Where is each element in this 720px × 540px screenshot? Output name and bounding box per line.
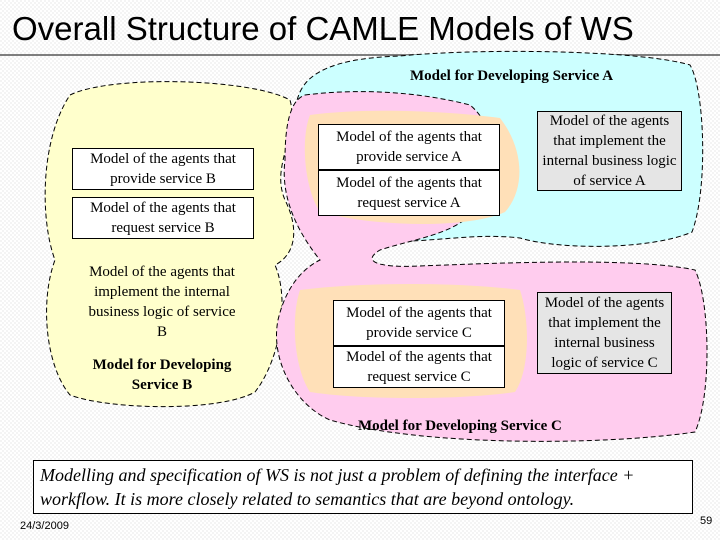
- label-service-c: Model for Developing Service C: [358, 418, 562, 434]
- slide-title: Overall Structure of CAMLE Models of WS: [12, 10, 634, 47]
- label-service-a: Model for Developing Service A: [410, 68, 614, 84]
- box-provide-b: Model of the agents that provide service B: [72, 148, 254, 190]
- text-logic-b: Model of the agents that implement the internal business logic of service B: [88, 264, 236, 340]
- box-request-b: Model of the agents that request service B: [72, 197, 254, 239]
- box-provide-c: Model of the agents that provide service C: [333, 300, 505, 346]
- box-request-a: Model of the agents that request service A: [318, 170, 500, 216]
- box-logic-a: Model of the agents that implement the internal business logic of service A: [537, 111, 682, 191]
- box-request-c: Model of the agents that request service C: [333, 346, 505, 388]
- label-service-b: Model for Developing Service B: [92, 357, 232, 393]
- box-provide-a: Model of the agents that provide service A: [318, 124, 500, 170]
- page-number: 59: [700, 515, 713, 527]
- box-logic-c: Model of the agents that implement the internal business logic of service C: [537, 292, 672, 374]
- footer-date: 24/3/2009: [20, 520, 69, 532]
- note-box: Modelling and specification of WS is not just a problem of defining the interface + workflow. It is more closely related to semantics that are beyond ontology.: [33, 460, 693, 514]
